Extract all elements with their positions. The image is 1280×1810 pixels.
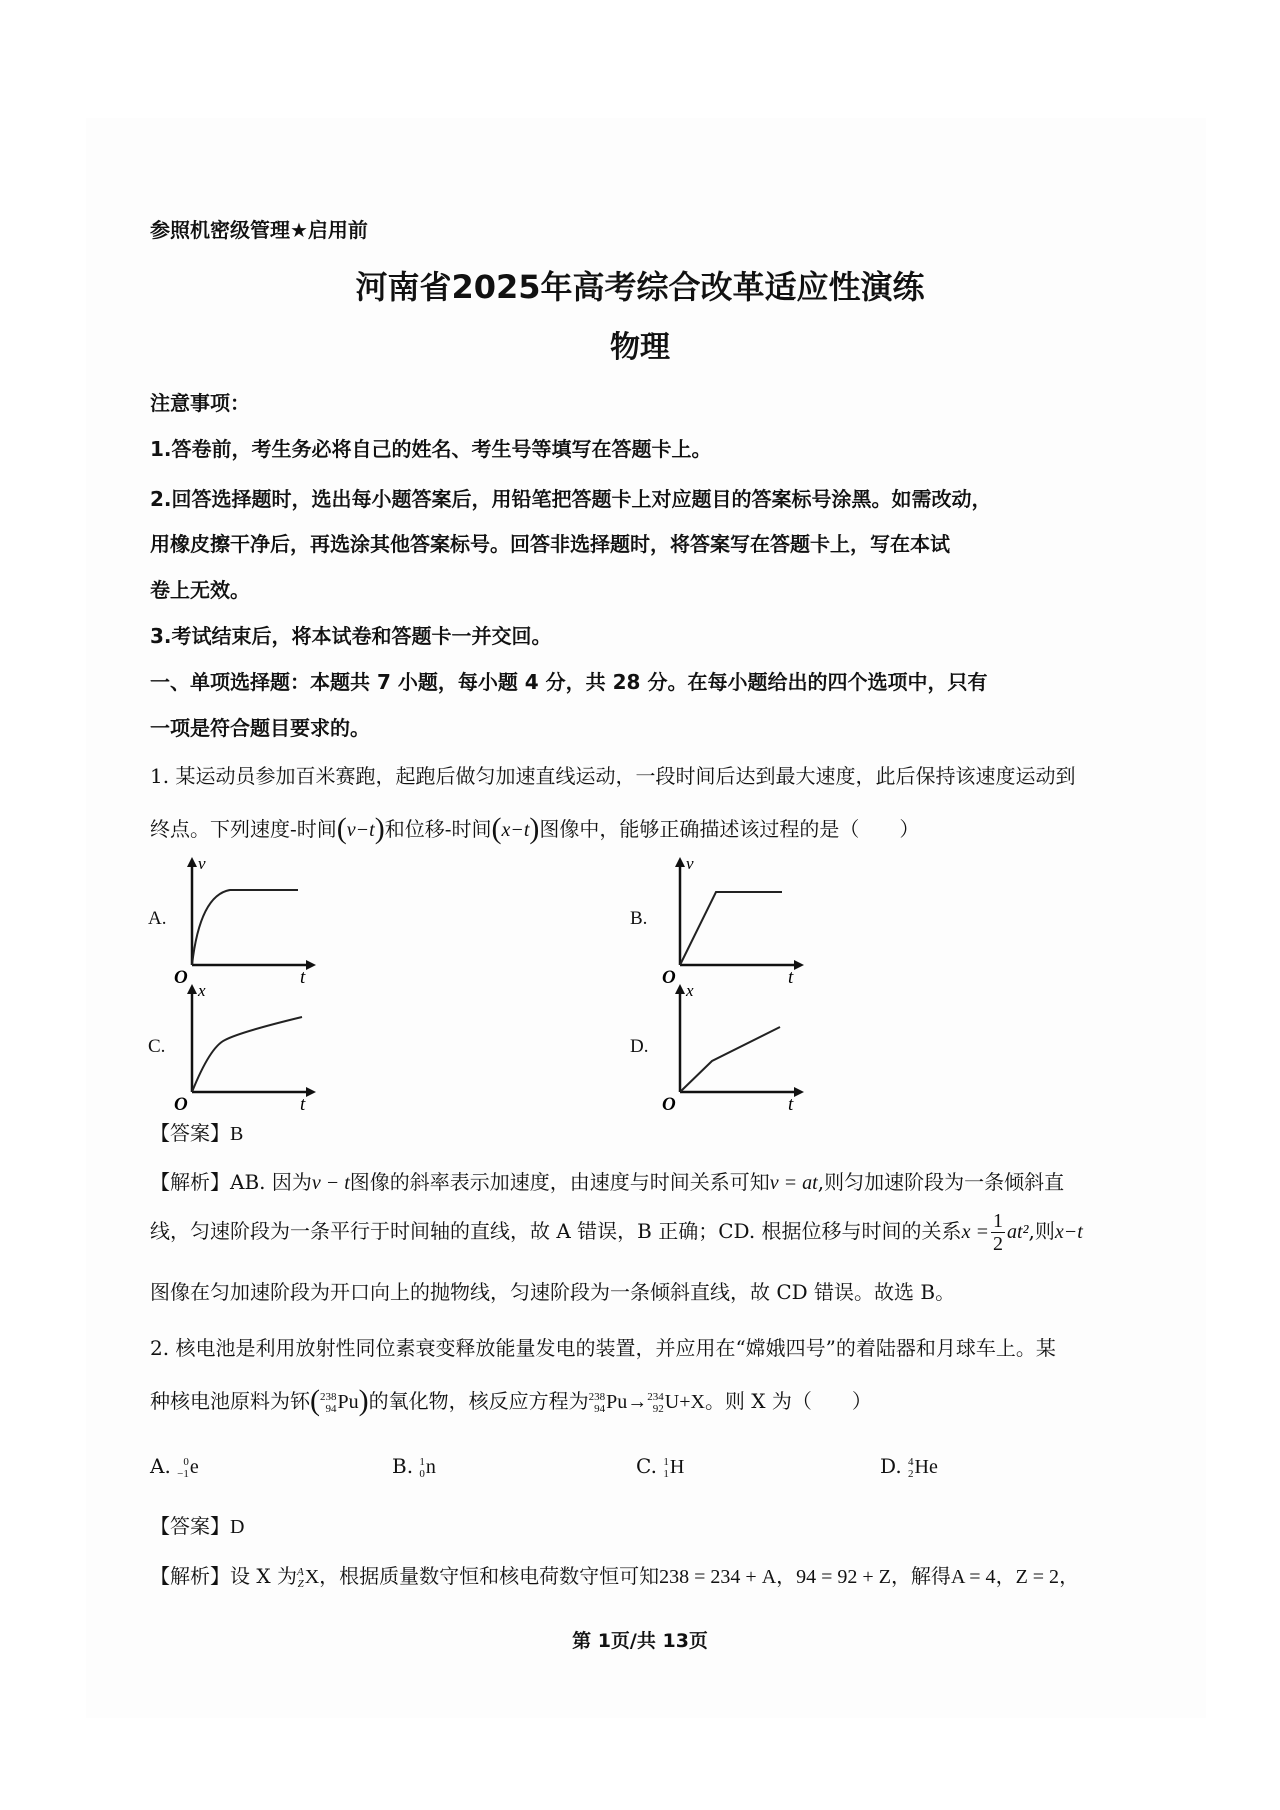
paren: ) xyxy=(374,812,385,845)
analysis-text: 设 X 为 xyxy=(230,1564,297,1588)
math: x−t xyxy=(1054,1221,1083,1243)
atomic-number: 94 xyxy=(325,1403,337,1416)
answer-tag: 【答案】 xyxy=(150,1514,230,1538)
analysis-text: 图像的斜率表示加速度，由速度与时间关系可知 xyxy=(349,1170,770,1194)
atomic-number: 1 xyxy=(663,1468,669,1481)
page-footer: 第 1页/共 13页 xyxy=(572,1630,708,1652)
origin-label: O xyxy=(662,1094,676,1115)
q2-option-c xyxy=(636,1454,684,1480)
mass-number: 238 xyxy=(588,1391,606,1404)
option-label: B. xyxy=(392,1454,414,1478)
vt-symbol: v−t xyxy=(346,819,375,841)
origin-label: O xyxy=(662,967,676,988)
analysis-text: AB. 因为 xyxy=(230,1170,312,1194)
y-axis-label: x xyxy=(198,981,206,1000)
q1-analysis-line xyxy=(150,1210,1083,1255)
subject-title: 物理 xyxy=(610,330,670,365)
curve xyxy=(192,890,298,965)
q2-analysis-line xyxy=(150,1560,1079,1590)
isotope-pu xyxy=(589,1391,628,1415)
atomic-number: 2 xyxy=(908,1468,914,1481)
graph-option-b xyxy=(662,854,808,988)
math: v = at xyxy=(769,1172,818,1194)
section-heading: 一、单项选择题：本题共 7 小题，每小题 4 分，共 28 分。在每小题给出的四个选项中，只有 xyxy=(150,670,988,694)
q2-text: 的氧化物，核反应方程为 xyxy=(368,1389,589,1413)
math: 238 = 234 + A xyxy=(659,1566,777,1588)
curve xyxy=(680,1027,780,1092)
mass-number: 234 xyxy=(647,1391,664,1404)
element-symbol: U xyxy=(664,1391,680,1413)
y-axis-label: v xyxy=(686,854,694,873)
atomic-number: 94 xyxy=(594,1403,606,1416)
curve xyxy=(192,1017,302,1092)
origin-label: O xyxy=(174,1094,188,1115)
math: x = xyxy=(961,1221,989,1243)
element-symbol: Pu xyxy=(337,1391,359,1413)
option-label-d: D. xyxy=(630,1036,649,1057)
t-axis-label: t xyxy=(300,1094,306,1115)
q1-analysis-line: 图像在匀加速阶段为开口向上的抛物线，匀速阶段为一条倾斜直线，故 CD 错误。故选 B。 xyxy=(150,1280,956,1304)
secret-notice: 参照机密级管理★启用前 xyxy=(150,218,368,242)
option-label-a: A. xyxy=(148,908,167,929)
mass-number: 0 xyxy=(183,1456,189,1469)
t-axis-label: t xyxy=(788,967,794,988)
atomic-number: 92 xyxy=(652,1403,664,1416)
t-axis-arrow xyxy=(794,1087,804,1097)
math: 94 = 92 + Z xyxy=(796,1566,891,1588)
option-label-b: B. xyxy=(630,908,648,929)
element-symbol: n xyxy=(425,1456,436,1478)
element-symbol: e xyxy=(189,1456,199,1478)
q2-text: 。则 X 为（ ） xyxy=(704,1389,872,1413)
paren: ( xyxy=(310,1384,320,1417)
answer-value: D xyxy=(230,1516,245,1538)
graph-option-c xyxy=(174,981,320,1115)
notice-item: 用橡皮擦干净后，再选涂其他答案标号。回答非选择题时，将答案写在答题卡上，写在本试 xyxy=(150,532,950,556)
q1-text: 图像中，能够正确描述该过程的是（ ） xyxy=(539,817,920,841)
element-symbol: H xyxy=(669,1456,685,1478)
mass-number: 1 xyxy=(663,1456,669,1469)
math: A = 4 xyxy=(950,1566,996,1588)
t-axis-label: t xyxy=(788,1094,794,1115)
analysis-text: ,则 xyxy=(1028,1219,1055,1243)
atomic-number: Z xyxy=(297,1578,304,1591)
notice-item: 2.回答选择题时，选出每小题答案后，用铅笔把答题卡上对应题目的答案标号涂黑。如需改动， xyxy=(150,487,992,511)
q2-option-a xyxy=(150,1454,199,1480)
option-label: D. xyxy=(880,1454,902,1478)
y-axis-label: v xyxy=(198,854,206,873)
mass-number: 238 xyxy=(320,1391,337,1404)
fraction xyxy=(991,1210,1005,1255)
math: +X xyxy=(679,1391,705,1413)
section-heading-cont: 一项是符合题目要求的。 xyxy=(150,716,370,740)
answer-tag: 【答案】 xyxy=(150,1121,230,1145)
analysis-text: ，解得 xyxy=(890,1564,951,1588)
isotope-x xyxy=(297,1566,319,1590)
atomic-number: −1 xyxy=(177,1468,189,1481)
graph-option-d xyxy=(662,981,808,1115)
notice-item: 1.答卷前，考生务必将自己的姓名、考生号等填写在答题卡上。 xyxy=(150,437,712,461)
option-label-c: C. xyxy=(148,1036,166,1057)
q1-text: 终点。下列速度-时间 xyxy=(150,817,337,841)
numerator: 1 xyxy=(992,1210,1003,1232)
graph-option-a xyxy=(174,854,320,988)
answer-value: B xyxy=(230,1123,244,1145)
isotope-pu xyxy=(320,1391,359,1415)
arrow: → xyxy=(627,1391,648,1413)
y-axis-arrow xyxy=(187,857,197,867)
t-axis-arrow xyxy=(794,960,804,970)
paren: ) xyxy=(529,812,540,845)
t-axis-arrow xyxy=(306,1087,316,1097)
q1-stem-cont xyxy=(150,812,919,846)
q2-stem: 2. 核电池是利用放射性同位素衰变释放能量发电的装置，并应用在“嫦娥四号”的着陆器和月球车上。某 xyxy=(150,1336,1056,1360)
notice-heading: 注意事项： xyxy=(150,391,250,415)
xt-symbol: x−t xyxy=(501,819,530,841)
element-symbol: He xyxy=(914,1456,938,1478)
q2-option-d xyxy=(880,1454,938,1480)
t-axis-arrow xyxy=(306,960,316,970)
analysis-text: ， xyxy=(776,1564,797,1588)
math: at² xyxy=(1006,1221,1029,1243)
y-axis-arrow xyxy=(675,857,685,867)
t-axis-label: t xyxy=(300,967,306,988)
isotope-u xyxy=(647,1391,679,1415)
math: v − t xyxy=(311,1172,350,1194)
option-label: A. xyxy=(150,1454,171,1478)
atomic-number: 0 xyxy=(419,1468,425,1481)
q1-text: 和位移-时间 xyxy=(384,817,492,841)
origin-label: O xyxy=(174,967,188,988)
y-axis-label: x xyxy=(686,981,694,1000)
exam-title: 河南省2025年高考综合改革适应性演练 xyxy=(355,268,925,306)
q2-answer xyxy=(150,1510,244,1539)
q2-option-b xyxy=(392,1454,436,1480)
denominator: 2 xyxy=(992,1233,1003,1255)
q1-analysis-line xyxy=(150,1166,1064,1195)
mass-number: A xyxy=(296,1566,304,1579)
element-symbol: Pu xyxy=(606,1391,628,1413)
analysis-tag: 【解析】 xyxy=(150,1564,230,1588)
notice-item: 卷上无效。 xyxy=(150,578,250,602)
notice-item: 3.考试结束后，将本试卷和答题卡一并交回。 xyxy=(150,624,552,648)
q1-answer xyxy=(150,1117,243,1146)
mass-number: 4 xyxy=(908,1456,914,1469)
paren: ( xyxy=(491,812,502,845)
y-axis-arrow xyxy=(187,984,197,994)
y-axis-arrow xyxy=(675,984,685,994)
q2-text: 种核电池原料为钚 xyxy=(150,1389,310,1413)
mass-number: 1 xyxy=(419,1456,425,1469)
analysis-text: ,则匀加速阶段为一条倾斜直 xyxy=(817,1170,1065,1194)
analysis-tag: 【解析】 xyxy=(150,1170,230,1194)
paren: ( xyxy=(336,812,347,845)
q1-stem: 1. 某运动员参加百米赛跑，起跑后做匀加速直线运动，一段时间后达到最大速度，此后保持该速度运动到 xyxy=(150,764,1076,788)
curve xyxy=(680,892,782,965)
analysis-text: 线，匀速阶段为一条平行于时间轴的直线，故 A 错误，B 正确；CD. 根据位移与时间的关系 xyxy=(150,1219,962,1243)
analysis-text: ， xyxy=(1059,1564,1080,1588)
element-symbol: X xyxy=(304,1566,320,1588)
option-label: C. xyxy=(636,1454,657,1478)
q2-stem-cont xyxy=(150,1384,872,1418)
analysis-text: ， xyxy=(995,1564,1016,1588)
paren: ) xyxy=(358,1384,369,1417)
analysis-text: ，根据质量数守恒和核电荷数守恒可知 xyxy=(319,1564,660,1588)
math: Z = 2 xyxy=(1015,1566,1060,1588)
